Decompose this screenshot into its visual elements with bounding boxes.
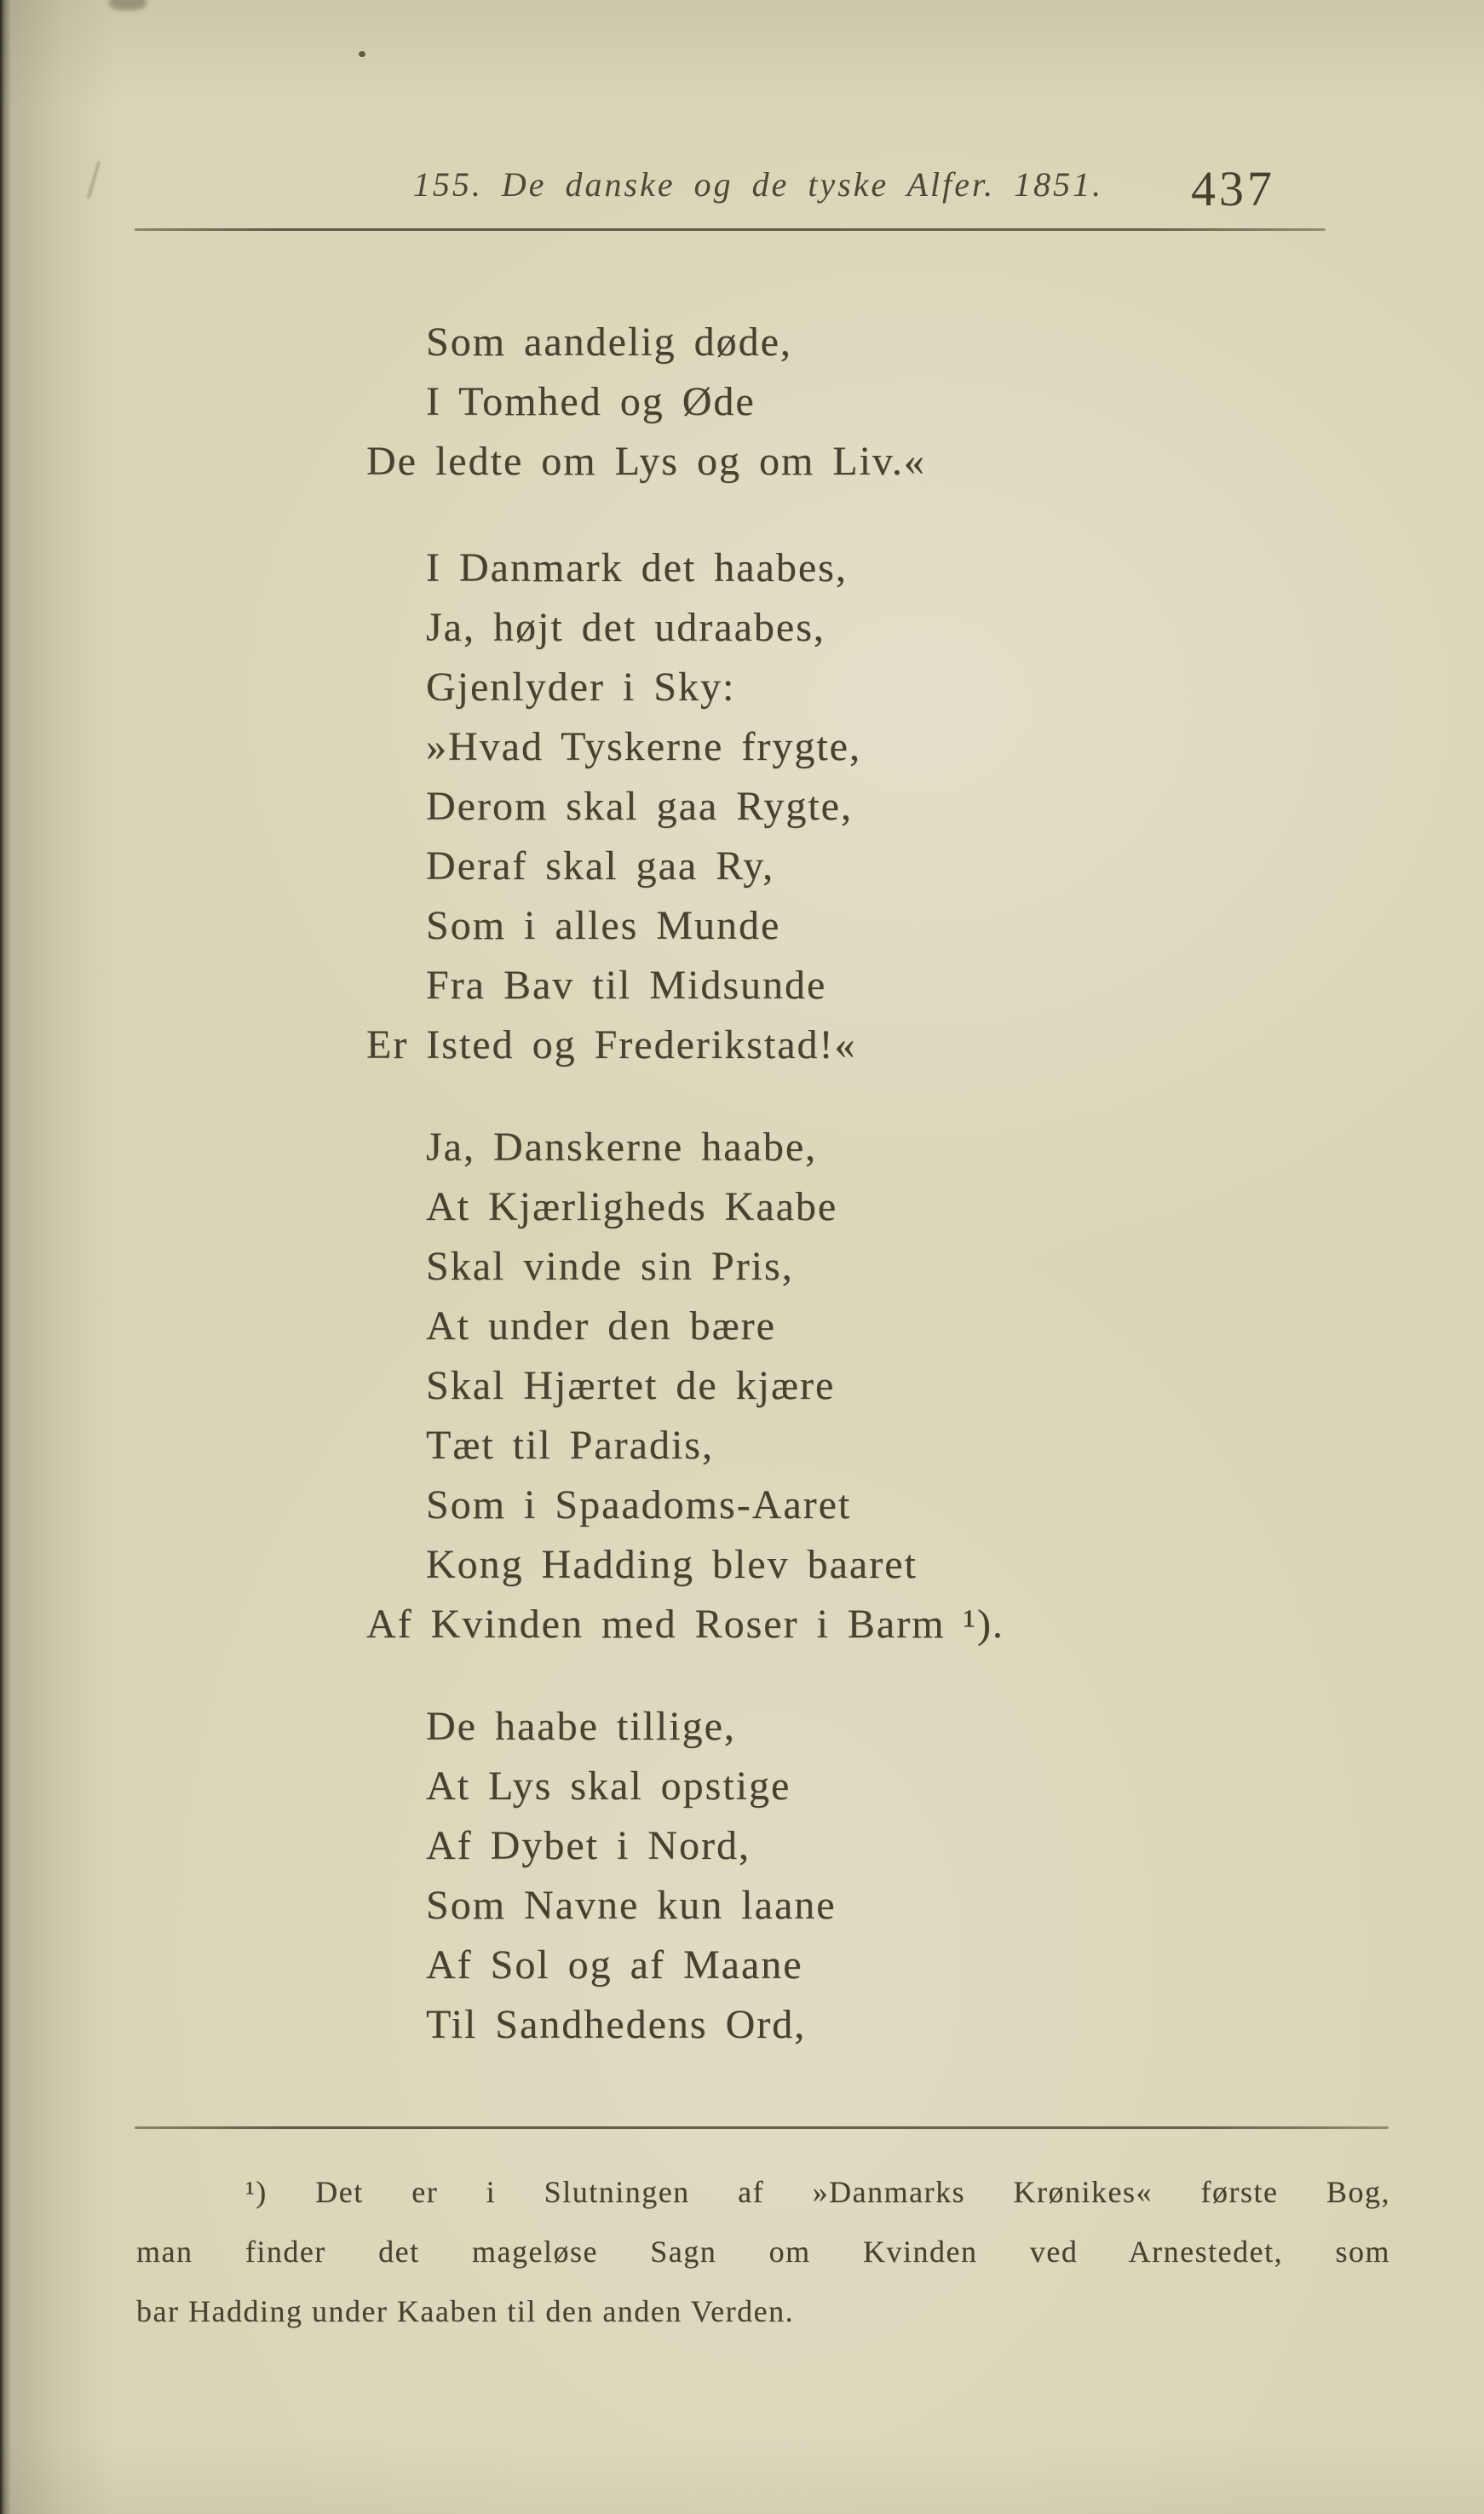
header-rule: [135, 228, 1326, 231]
poem-line: Som i Spaadoms-Aaret: [426, 1482, 852, 1527]
poem-line: At under den bære: [426, 1303, 776, 1349]
poem-line: De ledte om Lys og om Liv.«: [366, 439, 926, 484]
poem-line: At Kjærligheds Kaabe: [426, 1184, 838, 1229]
poem-line: At Lys skal opstige: [426, 1763, 791, 1809]
poem-line: Af Dybet i Nord,: [426, 1823, 751, 1868]
footnote-line: bar Hadding under Kaaben til den anden Verden.: [136, 2294, 795, 2328]
poem-line: Tæt til Paradis,: [426, 1423, 714, 1468]
stanza-1: [366, 313, 926, 492]
poem-line: I Danmark det haabes,: [426, 545, 848, 590]
poem-line: Skal Hjærtet de kjære: [426, 1363, 836, 1408]
poem-line: Ja, Danskerne haabe,: [426, 1125, 818, 1170]
poem-line: Gjenlyder i Sky:: [426, 664, 736, 710]
scan-scratch: [87, 160, 101, 198]
footnote: [136, 2162, 1390, 2341]
poem-line: Som i alles Munde: [426, 903, 781, 948]
poem-line: De haabe tillige,: [426, 1704, 736, 1749]
poem-line: Skal vinde sin Pris,: [426, 1244, 794, 1289]
poem-line: I Tomhed og Øde: [426, 379, 756, 424]
poem-line: Ja, højt det udraabes,: [426, 605, 825, 650]
scan-smudge: [109, 0, 147, 10]
footnote-line: man finder det mageløse Sagn om Kvinden ved Arnestedet, som: [136, 2235, 1390, 2269]
poem-line: Deraf skal gaa Ry,: [426, 843, 775, 889]
stanza-3: [366, 1118, 1004, 1654]
stanza-2: [366, 538, 861, 1075]
poem-line: Af Kvinden med Roser i Barm ¹).: [366, 1602, 1004, 1647]
poem-line: Derom skal gaa Rygte,: [426, 784, 853, 829]
poem-line: »Hvad Tyskerne frygte,: [426, 724, 861, 769]
poem-line: Som Navne kun laane: [426, 1883, 837, 1928]
poem-line: Til Sandhedens Ord,: [426, 2002, 807, 2047]
poem-line: Som aandelig døde,: [426, 319, 792, 365]
poem-line: Fra Bav til Midsunde: [426, 963, 827, 1008]
running-header-title: 155. De danske og de tyske Alfer. 1851.: [412, 165, 1104, 204]
stanza-4: [426, 1697, 837, 2055]
page-number: 437: [1191, 161, 1275, 216]
footnote-line: ¹) Det er i Slutningen af »Danmarks Krønikes« første Bog,: [245, 2175, 1390, 2209]
poem-line: Af Sol og af Maane: [426, 1942, 803, 1988]
footnote-rule: [135, 2126, 1389, 2129]
ink-speck: [359, 51, 365, 57]
poem-line: Er Isted og Frederikstad!«: [366, 1022, 857, 1067]
poem-line: Kong Hadding blev baaret: [426, 1542, 917, 1587]
